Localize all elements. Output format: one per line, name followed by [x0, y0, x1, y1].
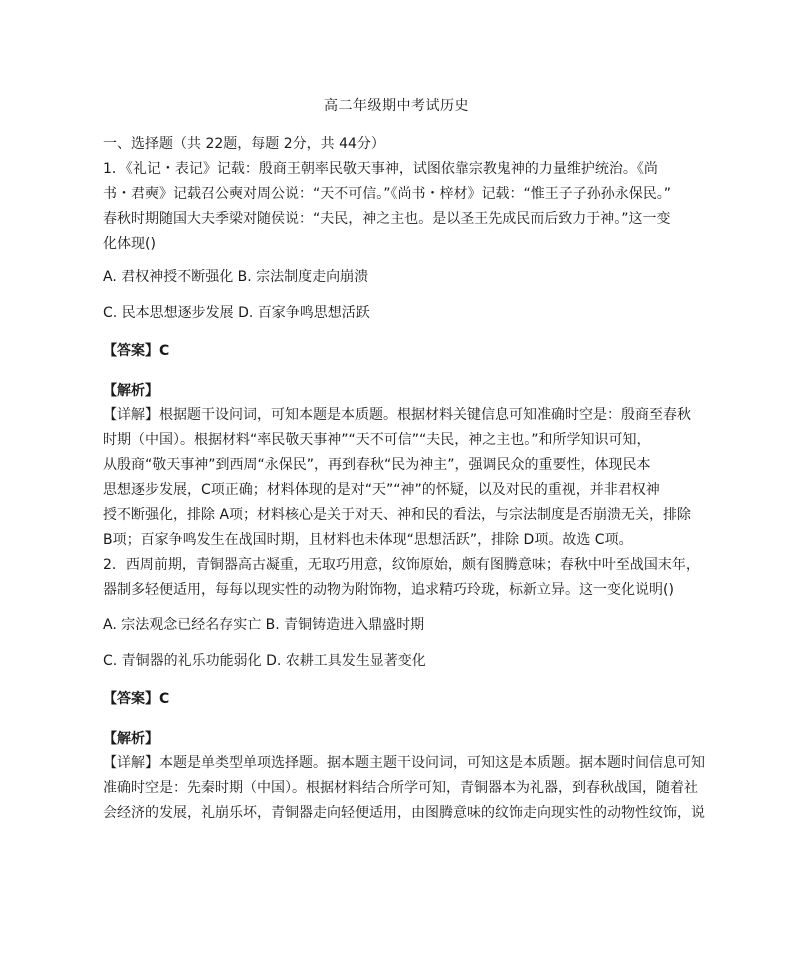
answer-label: 【答案】 [103, 691, 159, 707]
question-1 [103, 157, 693, 553]
question-1-line: 春秋时期随国大夫季梁对随侯说：“夫民，神之主也。是以圣王先成民而后致力于神。”这一变 [103, 211, 671, 227]
question-2-detail-line: 准确时空是：先秦时期（中国）。根据材料结合所学可知，青铜器本为礼器，到春秋战国，随着社 [103, 780, 698, 796]
question-1-detail-line: 【详解】根据题干设问词，可知本题是本质题。根据材料关键信息可知准确时空是：殷商至春秋 [103, 407, 691, 423]
question-2-detail-line: 【详解】本题是单类型单项选择题。据本题主题干设问词，可知这是本质题。据本题时间信息可知 [103, 755, 705, 771]
question-1-detail-line: B项；百家争鸣发生在战国时期，且材料也未体现“思想活跃”，排除 D项。故选 C项。 [103, 532, 633, 548]
question-1-line: 1．《礼记・表记》记载：殷商王朝率民敬天事神，试图依靠宗教鬼神的力量维护统治。《尚 [103, 161, 658, 177]
question-2 [103, 553, 705, 826]
question-1-line: 化体现() [103, 236, 156, 252]
question-1-options-cd: C. 民本思想逐步发展 D. 百家争鸣思想活跃 [103, 305, 370, 321]
question-1-options-ab: A. 君权神授不断强化 B. 宗法制度走向崩溃 [103, 269, 369, 285]
question-1-detail-line: 从殷商“敬天事神”到西周“永保民”，再到春秋“民为神主”，强调民众的重要性，体现民本 [103, 457, 651, 473]
question-2-line: 2．西周前期，青铜器高古凝重，无取巧用意，纹饰原始，颇有图腾意味；春秋中叶至战国末年， [103, 557, 700, 573]
answer-value: C [159, 691, 170, 707]
answer-label: 【答案】 [103, 343, 159, 359]
analysis-label: 【解析】 [103, 383, 159, 399]
analysis-label: 【解析】 [103, 731, 159, 747]
section-heading: 一、选择题（共 22题，每题 2分，共 44分） [103, 136, 385, 152]
page-title: 高二年级期中考试历史 [324, 98, 469, 114]
question-2-detail-line: 会经济的发展，礼崩乐坏，青铜器走向轻便适用，由图腾意味的纹饰走向现实性的动物性纹饰，说 [103, 805, 705, 821]
document-body [103, 132, 705, 826]
question-1-detail-line: 时期（中国）。根据材料“率民敬天事神”“天不可信”“夫民，神之主也。”和所学知识可知， [103, 432, 651, 448]
question-2-options-ab: A. 宗法观念已经名存实亡 B. 青铜铸造进入鼎盛时期 [103, 617, 425, 633]
question-1-line: 书・君奭》记载召公奭对周公说：“天不可信。”《尚书・梓材》记载：“惟王子子孙孙永保民。” [103, 186, 672, 202]
question-2-options-cd: C. 青铜器的礼乐功能弱化 D. 农耕工具发生显著变化 [103, 653, 426, 669]
question-1-detail-line: 授不断强化，排除 A项；材料核心是关于对天、神和民的看法，与宗法制度是否崩溃无关，排除 [103, 507, 692, 523]
answer-value: C [159, 343, 170, 359]
question-1-detail-line: 思想逐步发展，C项正确；材料体现的是对“天”“神”的怀疑，以及对民的重视，并非君权神 [103, 482, 660, 498]
question-1-answer [103, 331, 693, 371]
question-2-line: 器制多轻便适用，每每以现实性的动物为附饰物，追求精巧玲珑，标新立异。这一变化说明() [103, 582, 674, 598]
question-2-answer [103, 679, 693, 719]
